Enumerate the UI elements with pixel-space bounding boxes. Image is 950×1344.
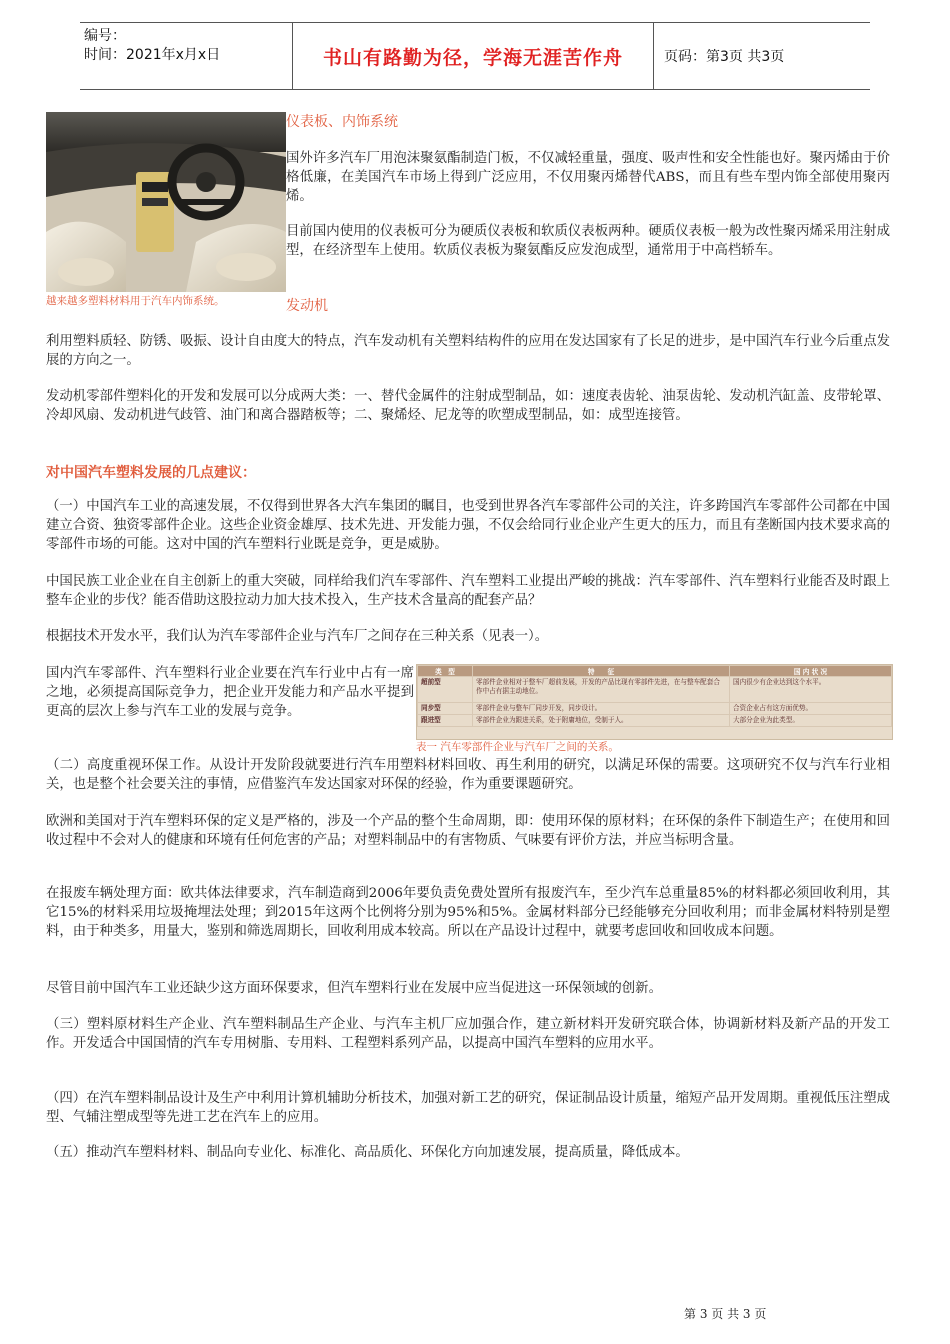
table-header-cell: 国 内 状 况 [730, 666, 892, 677]
photo-caption: 越来越多塑料材料用于汽车内饰系统。 [46, 295, 225, 307]
paragraph: 中国民族工业企业在自主创新上的重大突破，同样给我们汽车零部件、汽车塑料工业提出严峻的挑战：汽车零部件、汽车塑料行业能否及时跟上整车企业的步伐？能否借助这股拉动力加大技术投入，生产技术含量高的配套产品？ [46, 574, 890, 609]
table-row [418, 703, 892, 715]
header-meta [80, 23, 293, 89]
table-cell: 合资企业占有这方面优势。 [730, 703, 892, 715]
paragraph: （三）塑料原材料生产企业、汽车塑料制品生产企业、与汽车主机厂应加强合作，建立新材料开发研究联合体，协调新材料及新产品的开发工作。开发适合中国国情的汽车专用树脂、专用料、工程塑料系列产品，以提高中国汽车塑料的应用水平。 [46, 1017, 890, 1052]
table-header-cell: 类 型 [418, 666, 473, 677]
paragraph: 利用塑料质轻、防锈、吸振、设计自由度大的特点，汽车发动机有关塑料结构件的应用在发达国家有了长足的进步，是中国汽车行业今后重点发展的方向之一。 [46, 334, 890, 369]
document-date: 时间：2021年x月x日 [84, 47, 221, 63]
paragraph: 尽管目前中国汽车工业还缺少这方面环保要求，但汽车塑料行业在发展中应当促进这一环保领域的创新。 [46, 981, 662, 996]
document-number-label: 编号： [84, 28, 126, 44]
paragraph: 国内汽车零部件、汽车塑料行业企业要在汽车行业中占有一席之地，必须提高国际竞争力，把企业开发能力和产品水平提到更高的层次上参与汽车工业的发展与竞争。 [46, 666, 414, 720]
paragraph: （二）高度重视环保工作。从设计开发阶段就要进行汽车用塑料材料回收、再生利用的研究，以满足环保的需要。这项研究不仅与汽车行业相关，也是整个社会要关注的事情，应借鉴汽车发达国家对环保的经验，作为重要课题研究。 [46, 758, 890, 793]
header-page-number: 页码：第3页 共3页 [664, 49, 785, 65]
table-row [418, 677, 892, 703]
paragraph: 国外许多汽车厂用泡沫聚氨酯制造门板，不仅减轻重量，强度、吸声性和安全性能也好。聚丙烯由于价格低廉，在美国汽车市场上得到广泛应用，不仅用聚丙烯替代ABS，而且有些车型内饰全部使用聚丙烯。 [286, 151, 890, 205]
table-cell: 国内很少有企业达到这个水平。 [730, 677, 892, 703]
table-row [418, 715, 892, 727]
page-header [80, 22, 870, 90]
table-cell: 零部件企业相对于整车厂超前发展，开发的产品比现有零部件先进，在与整车配套合作中占有据主动地位。 [473, 677, 730, 703]
paragraph: （四）在汽车塑料制品设计及生产中利用计算机辅助分析技术，加强对新工艺的研究，保证制品设计质量，缩短产品开发周期。重视低压注塑成型、气辅注塑成型等先进工艺在汽车上的应用。 [46, 1091, 890, 1126]
table-cell: 零部件企业与整车厂同步开发，同步设计。 [473, 703, 730, 715]
table-header-cell: 特 征 [473, 666, 730, 677]
table-header-row [418, 666, 892, 677]
relationship-table [416, 664, 893, 740]
table-cell: 超前型 [418, 677, 473, 703]
header-motto: 书山有路勤为径，学海无涯苦作舟 [293, 23, 654, 89]
page-footer: 第 3 页 共 3 页 [684, 1307, 767, 1321]
section-heading-suggestions: 对中国汽车塑料发展的几点建议： [46, 465, 256, 481]
table-cell: 零部件企业为跟进关系，处于附庸地位，受制于人。 [473, 715, 730, 727]
section-title-engine: 发动机 [286, 298, 328, 314]
paragraph: 目前国内使用的仪表板可分为硬质仪表板和软质仪表板两种。硬质仪表板一般为改性聚丙烯采用注射成型，在经济型车上使用。软质仪表板为聚氨酯反应发泡成型，通常用于中高档轿车。 [286, 224, 890, 259]
car-interior-illustration [46, 112, 286, 292]
table-cell: 跟进型 [418, 715, 473, 727]
paragraph: （一）中国汽车工业的高速发展，不仅得到世界各大汽车集团的瞩目，也受到世界各汽车零部件公司的关注，许多跨国汽车零部件公司都在中国建立合资、独资零部件企业。这些企业资金雄厚、技术先进、开发能力强，不仅会给同行业企业产生更大的压力，而且有垄断国内技术要求高的零部件市场的可能。这对中国的汽车塑料行业既是竞争，更是威胁。 [46, 499, 890, 553]
paragraph: 欧洲和美国对于汽车塑料环保的定义是严格的，涉及一个产品的整个生命周期，即：使用环保的原材料；在环保的条件下制造生产；在使用和回收过程中不会对人的健康和环境有任何危害的产品；对塑料制品中的有害物质、气味要有评价方法，并应当标明含量。 [46, 814, 890, 849]
table-caption: 表一 汽车零部件企业与汽车厂之间的关系。 [416, 741, 619, 753]
section-title-dashboard: 仪表板、内饰系统 [286, 114, 398, 130]
paragraph: 发动机零部件塑料化的开发和发展可以分成两大类：一、替代金属件的注射成型制品，如：速度表齿轮、油泵齿轮、发动机汽缸盖、皮带轮罩、冷却风扇、发动机进气歧管、油门和离合器踏板等；二、聚烯烃、尼龙等的吹塑成型制品，如：成型连接管。 [46, 389, 890, 424]
car-interior-photo [46, 112, 286, 292]
paragraph: （五）推动汽车塑料材料、制品向专业化、标准化、高品质化、环保化方向加速发展，提高质量，降低成本。 [46, 1145, 689, 1160]
paragraph: 在报废车辆处理方面：欧共体法律要求，汽车制造商到2006年要负责免费处置所有报废汽车，至少汽车总重量85%的材料都必须回收利用，其它15%的材料采用垃圾掩埋法处理；到2015年这两个比例将分别为95%和5%。金属材料部分已经能够充分回收利用；而非金属材料特别是塑料，由于种类多，用量大，鉴别和筛选周期长，回收利用成本较高。所以在产品设计过程中，就要考虑回收和回收成本问题。 [46, 886, 890, 940]
table-cell: 大部分企业为此类型。 [730, 715, 892, 727]
table-cell: 同步型 [418, 703, 473, 715]
paragraph: 根据技术开发水平，我们认为汽车零部件企业与汽车厂之间存在三种关系（见表一）。 [46, 629, 549, 644]
